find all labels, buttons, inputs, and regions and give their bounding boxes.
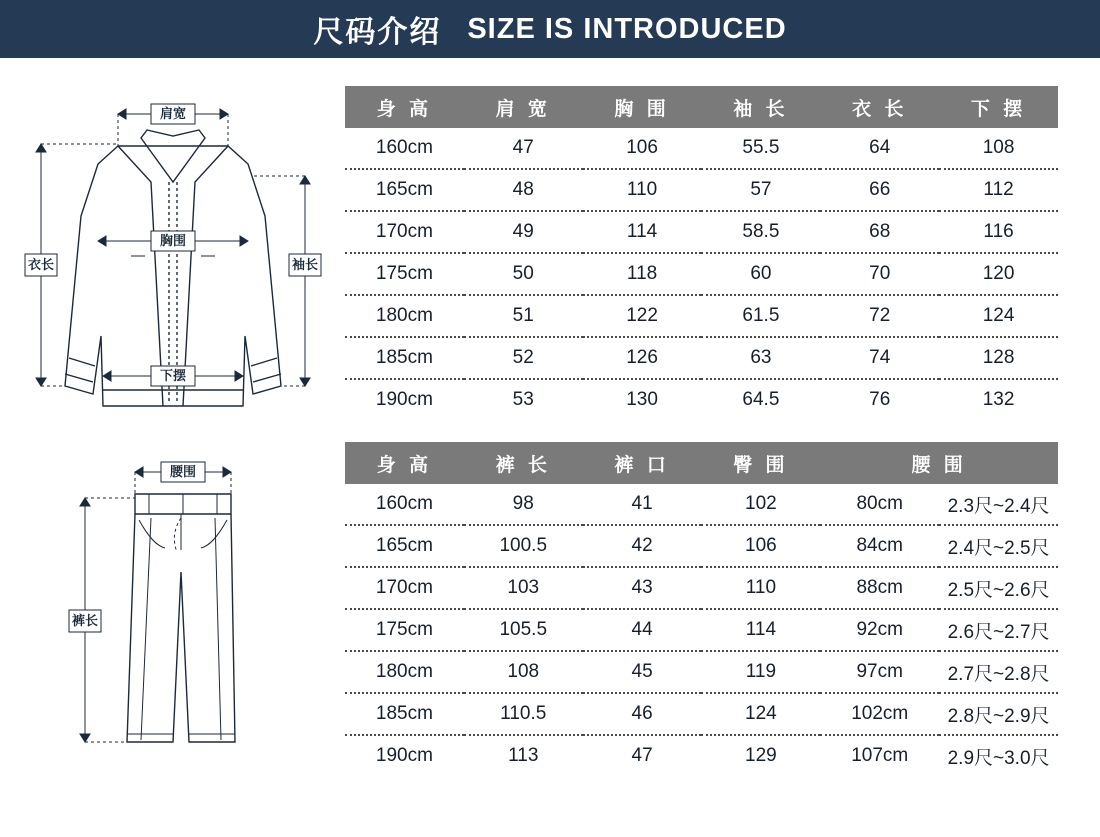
cell: 114 (701, 609, 820, 651)
cell: 2.5尺~2.6尺 (939, 567, 1058, 609)
cell: 42 (583, 525, 702, 567)
table-row (345, 567, 1058, 609)
column-header: 裤 长 (464, 442, 583, 484)
table-row (345, 295, 1058, 337)
cell: 129 (745, 745, 777, 766)
table-row (345, 253, 1058, 295)
table-row (345, 128, 1058, 169)
cell: 2.8尺~2.9尺 (939, 693, 1058, 735)
pants-svg (23, 442, 323, 762)
cell: 110 (583, 169, 702, 211)
column-header: 肩 宽 (464, 86, 583, 128)
cell: 98 (464, 484, 583, 525)
cell: 49 (464, 211, 583, 253)
jacket-figure-column (0, 86, 345, 416)
cell: 72 (820, 295, 939, 337)
cell: 120 (939, 253, 1058, 295)
cell: 180cm (345, 651, 464, 693)
column-header: 臀 围 (701, 442, 820, 484)
pants-section (0, 420, 1100, 776)
table-header-row (345, 442, 1058, 484)
cell: 41 (583, 484, 702, 525)
cell: 46 (583, 693, 702, 735)
cell: 53 (512, 389, 534, 410)
jacket-diagram (23, 86, 323, 416)
table-row (345, 693, 1058, 735)
cell: 112 (939, 169, 1058, 211)
table-row (345, 609, 1058, 651)
cell: 180cm (345, 295, 464, 337)
jacket-label-hem: 下摆 (159, 368, 186, 383)
cell: 100.5 (464, 525, 583, 567)
cell: 44 (583, 609, 702, 651)
cell: 185cm (345, 337, 464, 379)
cell: 55.5 (701, 128, 820, 169)
cell: 2.6尺~2.7尺 (939, 609, 1058, 651)
cell: 47 (631, 745, 653, 766)
pants-label-length: 裤长 (71, 613, 98, 628)
column-header: 下 摆 (939, 86, 1058, 128)
cell: 2.3尺~2.4尺 (939, 484, 1058, 525)
cell: 45 (583, 651, 702, 693)
column-header: 胸 围 (583, 86, 702, 128)
pants-diagram (23, 442, 323, 762)
jacket-label-length: 衣长 (27, 257, 54, 272)
jacket-section (0, 58, 1100, 420)
cell: 132 (982, 389, 1015, 410)
cell: 175cm (345, 253, 464, 295)
column-header: 裤 口 (583, 442, 702, 484)
page-title-en: SIZE IS INTRODUCED (467, 12, 787, 45)
cell: 2.7尺~2.8尺 (939, 651, 1058, 693)
pants-label-waist: 腰围 (169, 464, 196, 479)
cell: 124 (701, 693, 820, 735)
cell: 107cm (851, 745, 909, 766)
table-row (345, 379, 1058, 420)
cell: 68 (820, 211, 939, 253)
cell: 84cm (820, 525, 939, 567)
column-header: 袖 长 (701, 86, 820, 128)
cell: 165cm (345, 169, 464, 211)
pants-figure-column (0, 442, 345, 762)
cell: 122 (583, 295, 702, 337)
column-header: 身 高 (345, 442, 464, 484)
cell: 66 (820, 169, 939, 211)
cell: 64 (820, 128, 939, 169)
cell: 102 (701, 484, 820, 525)
column-header: 腰 围 (820, 442, 1058, 484)
cell: 113 (508, 745, 539, 766)
cell: 106 (583, 128, 702, 169)
cell: 2.4尺~2.5尺 (939, 525, 1058, 567)
table-header-row (345, 86, 1058, 128)
cell: 118 (583, 253, 702, 295)
column-header: 身 高 (345, 86, 464, 128)
pants-table-column (345, 442, 1100, 776)
cell: 119 (701, 651, 820, 693)
cell: 124 (939, 295, 1058, 337)
cell: 60 (701, 253, 820, 295)
cell: 175cm (345, 609, 464, 651)
cell: 52 (464, 337, 583, 379)
cell: 47 (464, 128, 583, 169)
jacket-table-column (345, 86, 1100, 420)
cell: 114 (583, 211, 702, 253)
cell: 63 (701, 337, 820, 379)
page-title-cn: 尺码介绍 (313, 16, 442, 49)
cell: 105.5 (464, 609, 583, 651)
cell: 48 (464, 169, 583, 211)
cell: 50 (464, 253, 583, 295)
cell: 190cm (375, 389, 433, 410)
cell: 64.5 (742, 389, 780, 410)
cell: 97cm (820, 651, 939, 693)
table-row (345, 337, 1058, 379)
cell: 110 (701, 567, 820, 609)
cell: 43 (583, 567, 702, 609)
column-header: 衣 长 (820, 86, 939, 128)
jacket-label-sleeve: 袖长 (291, 257, 318, 272)
cell: 160cm (345, 484, 464, 525)
cell: 130 (626, 389, 658, 410)
jacket-size-table (345, 86, 1058, 420)
cell: 165cm (345, 525, 464, 567)
cell: 51 (464, 295, 583, 337)
cell: 102cm (820, 693, 939, 735)
cell: 170cm (345, 567, 464, 609)
cell: 185cm (345, 693, 464, 735)
table-row (345, 169, 1058, 211)
cell: 106 (701, 525, 820, 567)
table-row (345, 211, 1058, 253)
jacket-label-shoulder: 肩宽 (159, 106, 186, 121)
table-row (345, 735, 1058, 776)
cell: 58.5 (701, 211, 820, 253)
jacket-label-chest: 胸围 (159, 233, 186, 248)
cell: 160cm (345, 128, 464, 169)
pants-size-table (345, 442, 1058, 776)
cell: 2.9尺~3.0尺 (947, 747, 1050, 769)
cell: 92cm (820, 609, 939, 651)
cell: 80cm (820, 484, 939, 525)
cell: 126 (583, 337, 702, 379)
cell: 108 (464, 651, 583, 693)
cell: 110.5 (464, 693, 583, 735)
cell: 103 (464, 567, 583, 609)
page-header (0, 0, 1100, 58)
table-row (345, 484, 1058, 525)
cell: 170cm (345, 211, 464, 253)
cell: 88cm (820, 567, 939, 609)
cell: 74 (820, 337, 939, 379)
cell: 128 (939, 337, 1058, 379)
cell: 70 (820, 253, 939, 295)
jacket-svg (23, 86, 323, 416)
cell: 76 (869, 389, 891, 410)
table-row (345, 525, 1058, 567)
cell: 57 (701, 169, 820, 211)
table-row (345, 651, 1058, 693)
cell: 116 (939, 211, 1058, 253)
cell: 61.5 (701, 295, 820, 337)
cell: 108 (939, 128, 1058, 169)
cell: 190cm (375, 745, 433, 766)
